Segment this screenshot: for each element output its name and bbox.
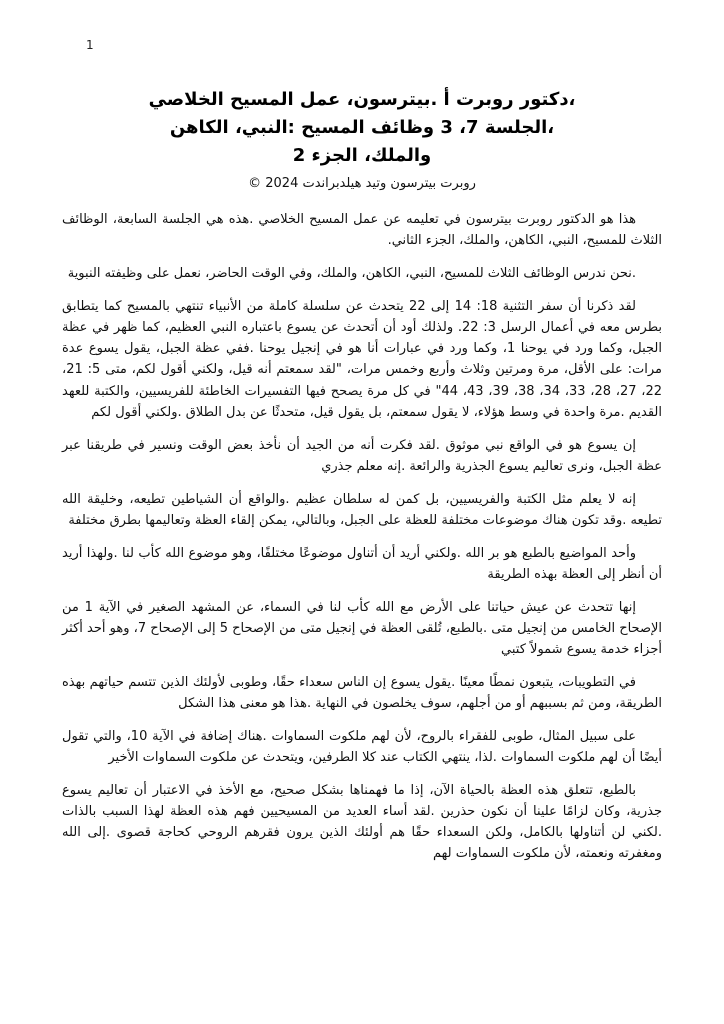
paragraph-1: هذا هو الدكتور روبرت بيترسون في تعليمه عن عمل المسيح الخلاصي .هذه هي الجلسة السابعة، الوظائف الثلاث للمسيح، النبي، الكاهن، والملك، الجزء الثاني. [62, 212, 662, 249]
title-line-1: ،دكتور روبرت أ .بيترسون، عمل المسيح الخلاصي [148, 89, 576, 110]
page-number: 1 [86, 38, 94, 52]
paragraph-10: بالطبع، تتعلق هذه العظة بالحياة الآن، إذا ما فهمناها بشكل صحيح، مع الأخذ في الاعتبار أن تعاليم يسوع جذرية، وكان لزامًا علينا أن نكون حذرين .لقد أساء العديد من المسيحيين فهم هذه العظة لهذا السبب بالذات .لكني لن أتناولها بالكامل، ولكن السعداء حقًا هم أولئك الذين يرون فقرهم الروحي كحاجة قصوى .إلى الله ومغفرته ونعمته، لأن ملكوت السماوات لهم [62, 783, 662, 862]
paragraph-9: على سبيل المثال، طوبى للفقراء بالروح، لأن لهم ملكوت السماوات .هناك إضافة في الآية 10، والتي تقول أيضًا أن لهم ملكوت السماوات .لذا، ينتهي الكتاب عند كلا الطرفين، ويتحدث عن ملكوت السماوات الأخير [62, 729, 662, 766]
paragraph-8: في التطويبات، يتبعون نمطًا معينًا .يقول يسوع إن الناس سعداء حقًا، وطوبى لأولئك الذين تتسم حياتهم بهذه الطريقة، ومن ثم بسببهم أو من أجلهم، سوف يخلصون في النهاية .هذا هو معنى هذا الشكل [62, 675, 662, 712]
document-body [62, 209, 662, 864]
paragraph-3: لقد ذكرنا أن سفر التثنية 18: 14 إلى 22 يتحدث عن سلسلة كاملة من الأنبياء تنتهي بالمسيح كما يتطابق بطرس معه في أعمال الرسل 3: 22. ولذلك أود أن أتحدث عن يسوع باعتباره النبي العظيم، كما ظهر في عظة الجبل، وكما ورد في يوحنا 1، وكما ورد في عبارات أنا هو في إنجيل يوحنا .ففي عظة الجبل، يقول يسوع عدة مرات: على الأقل، مرة ومرتين وثلاث وأربع وخمس مرات، "لقد سمعتم أنه قيل، ولكني أقول لكم، متى 5: 21، 22، 27، 28، 33، 34، 38، 39، 43، 44" في كل مرة يصحح فيها التفسيرات الخاطئة للفريسيين، والكتبة للعهد القديم .مرة واحدة في وسط هؤلاء، لا يقول سمعتم، بل يقول قيل، متحدثًا عن بدل الطلاق .ولكني أقول لكم [62, 299, 663, 420]
copyright-line: روبرت بيترسون وتيد هيلدبراندت 2024 © [248, 175, 476, 191]
title-line-2: ،الجلسة 7، 3 وظائف المسيح :النبي، الكاهن [169, 116, 555, 138]
paragraph-2: .نحن ندرس الوظائف الثلاث للمسيح، النبي، الكاهن، والملك، وفي الوقت الحاضر، نعمل على وظيفته النبوية [67, 266, 636, 282]
paragraph-5: إنه لا يعلم مثل الكتبة والفريسيين، بل كمن له سلطان عظيم .والواقع أن الشياطين تطيعه، وخليقة الله تطيعه .وقد تكون هناك موضوعات مختلفة للعظة على الجبل، وبالتالي، يمكن إلقاء العظة وتعاليمها بطرق مختلفة [62, 491, 662, 528]
document-title [70, 86, 654, 170]
title-line-3: والملك، الجزء 2 [292, 144, 432, 166]
paragraph-6: وأحد المواضيع بالطبع هو بر الله .ولكني أريد أن أتناول موضوعًا مختلفًا، وهو موضوع الله كأب لنا .ولهذا أريد أن أنظر إلى العظة بهذه الطريقة [62, 545, 662, 582]
paragraph-7: إنها تتحدث عن عيش حياتنا على الأرض مع الله كأب لنا في السماء، عن المشهد الصغير في الآية 1 من الإصحاح الخامس من إنجيل متى .بالطبع، تُلقى العظة في إنجيل متى من الإصحاح 5 إلى الإصحاح 7، وهو أحد أكثر أجزاء خدمة يسوع شمولاً كتبي [62, 599, 663, 657]
paragraph-4: إن يسوع هو في الواقع نبي موثوق .لقد فكرت أنه من الجيد أن نأخذ بعض الوقت ونسير في طريقنا عبر عظة الجبل، ونرى تعاليم يسوع الجذرية والرائعة .إنه معلم جذري [62, 437, 662, 474]
